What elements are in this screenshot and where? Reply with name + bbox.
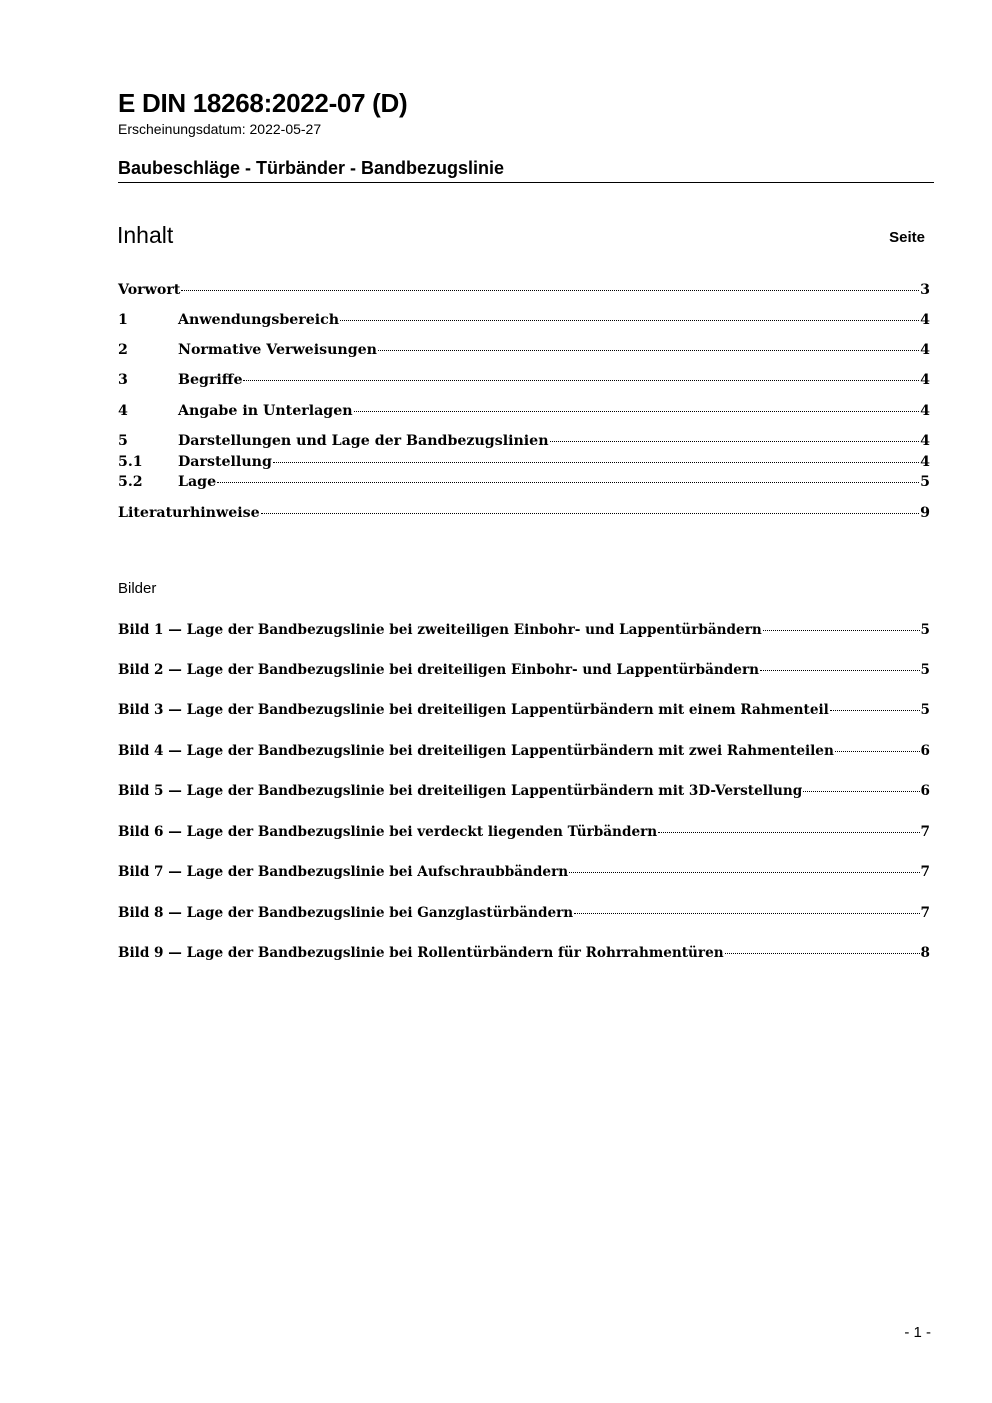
figure-entry[interactable] <box>118 822 930 842</box>
toc-entry-label: Begriffe <box>178 372 243 388</box>
dot-leader <box>273 461 919 463</box>
page-number: - 1 - <box>904 1324 931 1341</box>
toc-entry[interactable] <box>118 431 930 451</box>
toc-entry-label: Literaturhinweise <box>118 505 260 521</box>
toc-entry-label: Darstellung <box>178 454 272 470</box>
toc-entry-page: 5 <box>920 474 930 490</box>
figure-entry[interactable] <box>118 741 930 761</box>
toc-entry-label: Darstellungen und Lage der Bandbezugslinien <box>178 433 549 449</box>
figure-entry-label: Bild 4 — Lage der Bandbezugslinie bei dreiteiligen Lappentürbändern mit zwei Rahmenteilen <box>118 743 834 759</box>
figure-entry-page: 5 <box>920 662 930 678</box>
figure-entry[interactable] <box>118 660 930 680</box>
figure-entry-label: Bild 5 — Lage der Bandbezugslinie bei dreiteiligen Lappentürbändern mit 3D-Verstellung <box>118 783 803 799</box>
toc-entry[interactable] <box>118 472 930 492</box>
figure-entry-label: Bild 8 — Lage der Bandbezugslinie bei Ganzglastürbändern <box>118 905 574 921</box>
dot-leader <box>340 319 919 321</box>
toc-entry-number: 3 <box>118 372 128 388</box>
toc-entry-label: Anwendungsbereich <box>178 312 340 328</box>
figures-heading: Bilder <box>118 580 157 597</box>
toc-entry-page: 4 <box>920 433 930 449</box>
dot-leader <box>725 952 920 954</box>
figure-entry-label: Bild 7 — Lage der Bandbezugslinie bei Aufschraubbändern <box>118 864 569 880</box>
toc-entry-page: 4 <box>920 312 930 328</box>
toc-entry-page: 4 <box>920 342 930 358</box>
dot-leader <box>803 790 919 792</box>
figure-entry-label: Bild 6 — Lage der Bandbezugslinie bei verdeckt liegenden Türbändern <box>118 824 658 840</box>
figure-entry-page: 5 <box>920 622 930 638</box>
toc-entry-page: 4 <box>920 454 930 470</box>
toc-entry-page: 4 <box>920 372 930 388</box>
toc-entry[interactable] <box>118 340 930 360</box>
publication-date: Erscheinungsdatum: 2022-05-27 <box>118 121 322 137</box>
toc-entry-label: Angabe in Unterlagen <box>178 403 353 419</box>
toc-entry-number: 5.1 <box>118 454 143 470</box>
toc-entry-number: 5 <box>118 433 128 449</box>
figure-entry[interactable] <box>118 781 930 801</box>
figure-entry-label: Bild 2 — Lage der Bandbezugslinie bei dreiteiligen Einbohr- und Lappentürbändern <box>118 662 759 678</box>
figure-entry-label: Bild 9 — Lage der Bandbezugslinie bei Rollentürbändern für Rohrrahmentüren <box>118 945 724 961</box>
toc-entry-page: 4 <box>920 403 930 419</box>
dot-leader <box>574 912 919 914</box>
dot-leader <box>835 750 920 752</box>
dot-leader <box>760 669 920 671</box>
figure-entry-page: 6 <box>920 783 930 799</box>
toc-entry-number: 2 <box>118 342 128 358</box>
figure-entry[interactable] <box>118 903 930 923</box>
figure-entry-label: Bild 3 — Lage der Bandbezugslinie bei dreiteiligen Lappentürbändern mit einem Rahmenteil <box>118 702 829 718</box>
toc-entry[interactable] <box>118 310 930 330</box>
figure-entry-page: 7 <box>920 864 930 880</box>
toc-entry-page: 9 <box>920 505 930 521</box>
toc-entry[interactable] <box>118 452 930 472</box>
figure-entry-page: 5 <box>920 702 930 718</box>
dot-leader <box>354 410 920 412</box>
toc-entry-number: 4 <box>118 403 128 419</box>
toc-entry[interactable] <box>118 401 930 421</box>
toc-entry-label: Lage <box>178 474 217 490</box>
dot-leader <box>550 440 920 442</box>
document-title: Baubeschläge - Türbänder - Bandbezugslinie <box>118 158 934 183</box>
dot-leader <box>569 871 919 873</box>
dot-leader <box>261 512 920 514</box>
dot-leader <box>658 831 919 833</box>
dot-leader <box>830 709 920 711</box>
figure-entry-page: 8 <box>920 945 930 961</box>
figure-entry-label: Bild 1 — Lage der Bandbezugslinie bei zweiteiligen Einbohr- und Lappentürbändern <box>118 622 762 638</box>
dot-leader <box>243 379 919 381</box>
figure-entry[interactable] <box>118 700 930 720</box>
dot-leader <box>217 481 919 483</box>
figure-entry-page: 7 <box>920 905 930 921</box>
toc-entry-label: Normative Verweisungen <box>178 342 377 358</box>
figure-entry-page: 6 <box>920 743 930 759</box>
toc-entry[interactable] <box>118 503 930 523</box>
toc-entry-label: Vorwort <box>118 282 181 298</box>
figure-entry[interactable] <box>118 862 930 882</box>
dot-leader <box>763 629 920 631</box>
page-column-label: Seite <box>889 229 925 246</box>
figure-entry[interactable] <box>118 620 930 640</box>
figure-entry-page: 7 <box>920 824 930 840</box>
toc-heading: Inhalt <box>117 222 174 248</box>
dot-leader <box>378 349 919 351</box>
toc-entry-page: 3 <box>920 282 930 298</box>
toc-entry-number: 5.2 <box>118 474 143 490</box>
figure-entry[interactable] <box>118 943 930 963</box>
toc-entry[interactable] <box>118 280 930 300</box>
dot-leader <box>181 289 919 291</box>
toc-entry-number: 1 <box>118 312 128 328</box>
toc-entry[interactable] <box>118 370 930 390</box>
document-id: E DIN 18268:2022-07 (D) <box>118 88 408 118</box>
